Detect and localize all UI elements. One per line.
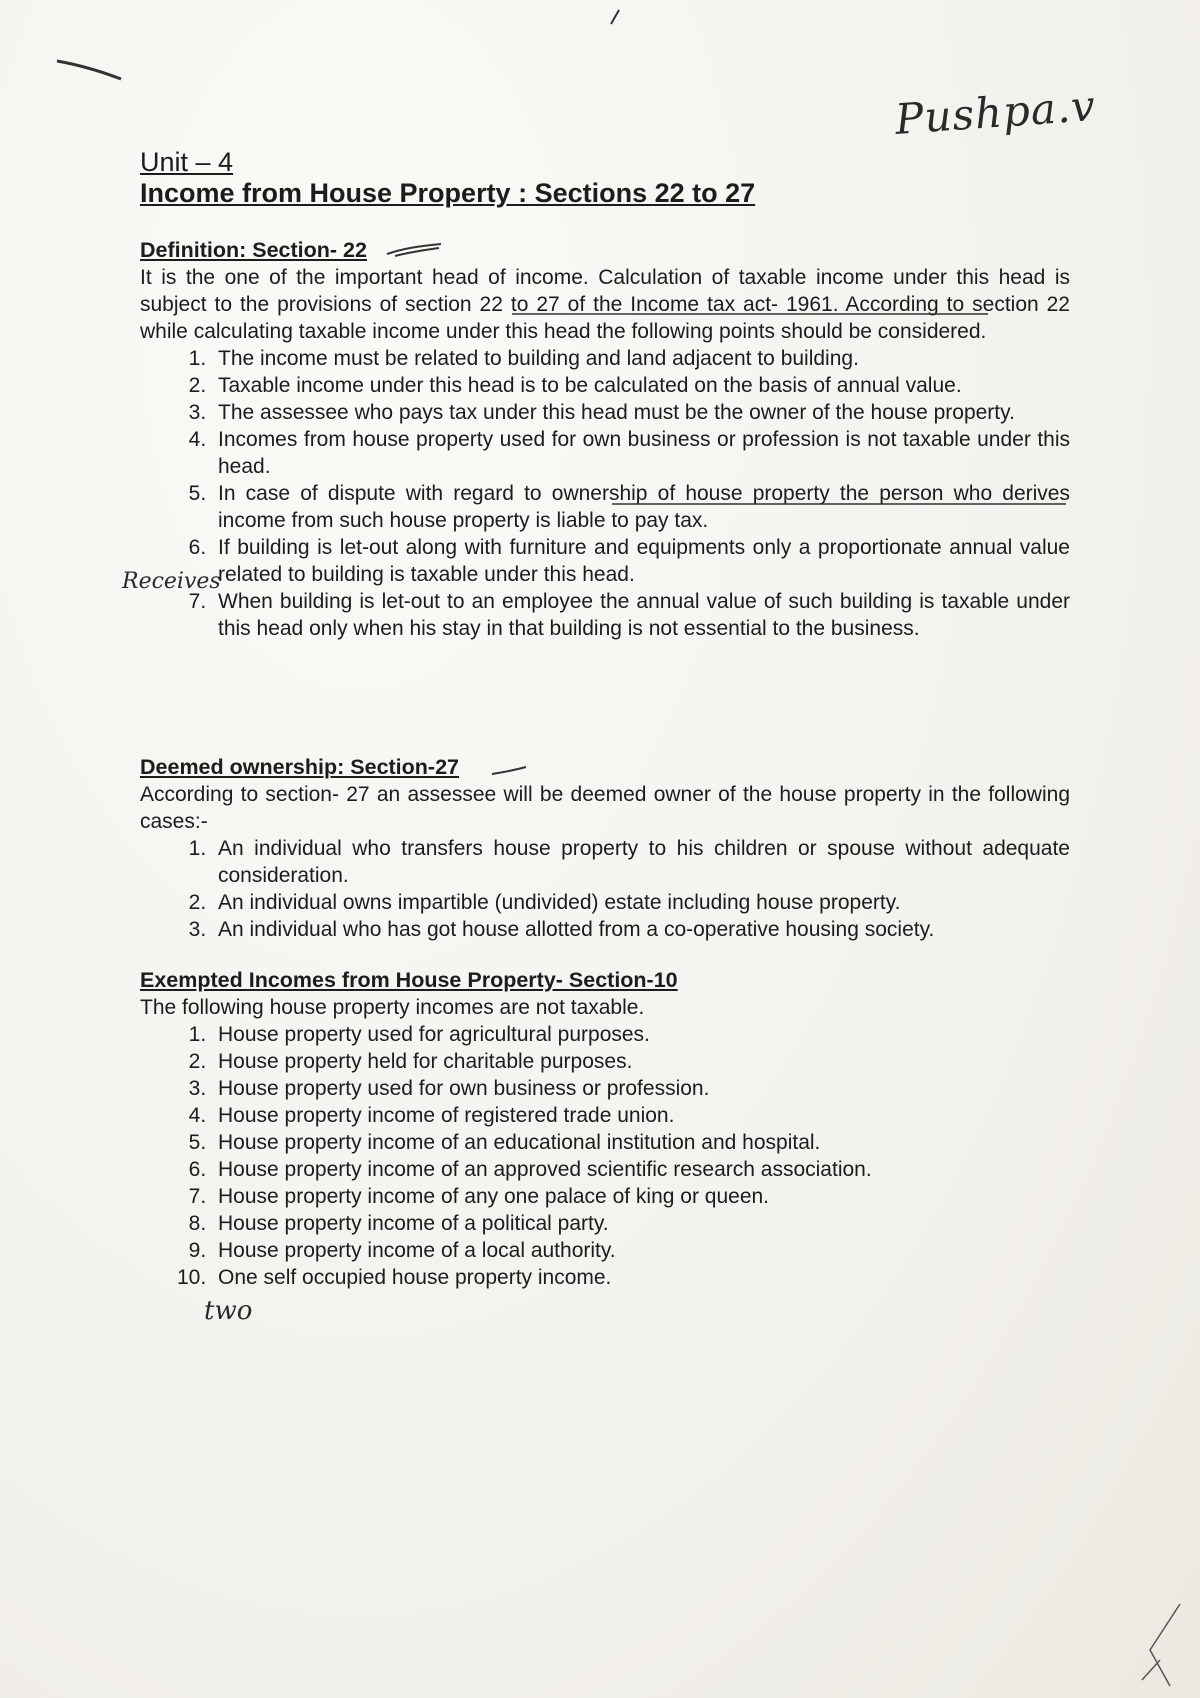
- deemed-ownership-section: [140, 753, 1070, 943]
- list-item: 3. House property used for own business or profession.: [212, 1075, 1070, 1102]
- margin-note-receives: Receives: [122, 569, 221, 594]
- list-item: 5. House property income of an educational institution and hospital.: [212, 1129, 1070, 1156]
- scan-edge-artifact: [1130, 1600, 1190, 1690]
- pen-tick-top: [605, 8, 625, 28]
- unit-label: Unit – 4: [140, 147, 234, 177]
- exempted-list: [140, 1021, 1070, 1291]
- list-item: 6. House property income of an approved scientific research association.: [212, 1156, 1070, 1183]
- definition-paragraph: It is the one of the important head of income. Calculation of taxable income under this head is subject to the provisions of section 22 to 27 of the Income tax act- 1961. According to section 22 while calculating taxable income under this head the following points should be considered.: [140, 266, 1070, 343]
- list-item: 8. House property income of a political party.: [212, 1210, 1070, 1237]
- pen-underline-section-22: [385, 240, 445, 260]
- exempted-incomes-section: [140, 966, 1070, 1291]
- exempted-heading: Exempted Incomes from House Property- Section-10: [140, 968, 678, 992]
- list-item: 6. If building is let-out along with furniture and equipments only a proportionate annual value related to building is taxable under this head.: [212, 534, 1070, 588]
- pen-stroke-top-left: [55, 55, 125, 85]
- list-item: 3. An individual who has got house allotted from a co-operative housing society.: [212, 916, 1070, 943]
- deemed-paragraph: According to section- 27 an assessee will be deemed owner of the house property in the following cases:-: [140, 783, 1070, 833]
- list-item: 4. Incomes from house property used for own business or profession is not taxable under this head.: [212, 426, 1070, 480]
- definition-section: [140, 236, 1070, 642]
- list-item: 5. In case of dispute with regard to ownership of house property the person who derives income from such house property is liable to pay tax.: [212, 480, 1070, 534]
- list-item: 7. House property income of any one palace of king or queen.: [212, 1183, 1070, 1210]
- pen-underline-section-27: [490, 764, 530, 778]
- author-signature: Pushpa.v: [893, 81, 1098, 144]
- list-item: 2. House property held for charitable purposes.: [212, 1048, 1070, 1075]
- list-item: 1. An individual who transfers house property to his children or spouse without adequate consideration.: [212, 835, 1070, 889]
- definition-list: [140, 345, 1070, 642]
- page-title: Income from House Property : Sections 22 to 27: [140, 178, 756, 208]
- deemed-heading: Deemed ownership: Section-27: [140, 755, 459, 779]
- list-item: 2. Taxable income under this head is to be calculated on the basis of annual value.: [212, 372, 1070, 399]
- list-item: 3. The assessee who pays tax under this head must be the owner of the house property.: [212, 399, 1070, 426]
- list-item: 9. House property income of a local authority.: [212, 1237, 1070, 1264]
- pen-underline-act: [510, 310, 990, 320]
- list-item: 10. One self occupied house property income.: [212, 1264, 1070, 1291]
- deemed-list: [140, 835, 1070, 943]
- list-item: 4. House property income of registered trade union.: [212, 1102, 1070, 1129]
- list-item: 7. When building is let-out to an employee the annual value of such building is taxable under this head only when his stay in that building is not essential to the business.: [212, 588, 1070, 642]
- list-item: 1. The income must be related to building and land adjacent to building.: [212, 345, 1070, 372]
- list-item: 2. An individual owns impartible (undivided) estate including house property.: [212, 889, 1070, 916]
- definition-heading: Definition: Section- 22: [140, 238, 367, 262]
- exempted-paragraph: The following house property incomes are not taxable.: [140, 996, 645, 1019]
- list-item: 1. House property used for agricultural purposes.: [212, 1021, 1070, 1048]
- handwritten-note-two: two: [204, 1296, 253, 1326]
- pen-underline-own-business: [610, 500, 1070, 510]
